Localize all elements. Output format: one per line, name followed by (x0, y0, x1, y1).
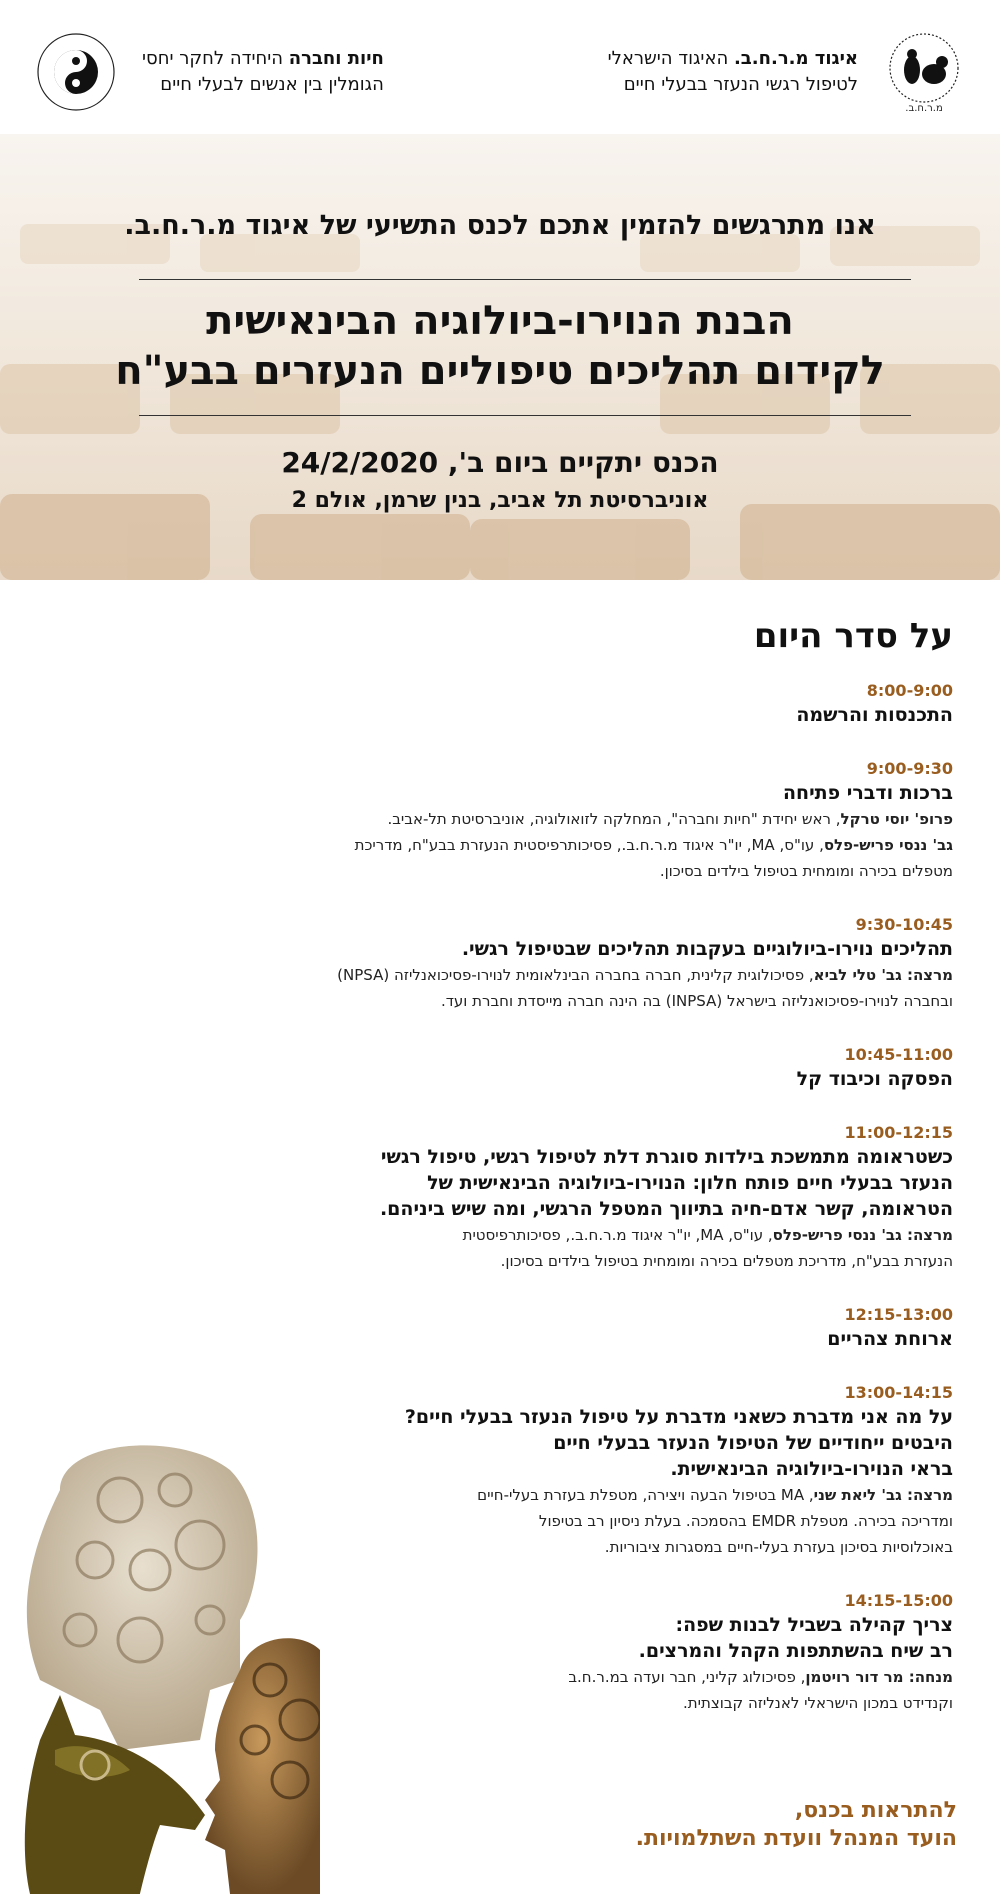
svg-text:מ.ר.ח.ב.: מ.ר.ח.ב. (905, 103, 943, 114)
speaker-name: פרופ' יוסי טרקל (840, 810, 953, 828)
conference-title (0, 296, 1000, 396)
slot-title: כשטראומה מתמשכת בילדות סוגרת דלת לטיפול רגשי, טיפול רגשי (380, 1146, 953, 1168)
divider-bottom (139, 415, 911, 416)
speaker-name: מרצה: גב' טלי לביא (813, 966, 953, 984)
speaker-bio-cont: ובחברה לנוירו-פסיכואנליזה בישראל (INPSA) בה הינה חברה מייסדת וחברת ועד. (440, 992, 953, 1010)
merhav-logo (876, 30, 972, 114)
conference-venue: אוניברסיטת תל אביב, בנין שרמן, אולם 2 (291, 488, 709, 513)
slot-time: 14:15-15:00 (844, 1591, 953, 1610)
merhav-text (608, 46, 858, 98)
speaker-bio-cont: ומדריכה בכירה. מטפלת EMDR בהסמכה. בעלת ניסיון רב בטיפול (538, 1512, 953, 1530)
slot-title: היבטים ייחודיים של הטיפול הנעזר בבעלי חיים (553, 1432, 953, 1454)
slot-title: על מה אני מדברת כשאני מדברת על טיפול הנעזר בבעלי חיים? (404, 1406, 953, 1428)
org-animals-society (28, 30, 384, 114)
conference-date: הכנס יתקיים ביום ב', 24/2/2020 (281, 446, 719, 479)
slot-time: 9:00-9:30 (866, 759, 953, 778)
hero-banner (0, 134, 1000, 580)
conference-title-line-2: לקידום תהליכים טיפוליים הנעזרים בבע"ח (115, 348, 885, 394)
slot-speaker (253, 962, 953, 988)
agenda-section (253, 580, 953, 1746)
conference-title-line-1: הבנת הנוירו-ביולוגיה הבינאישית (206, 298, 794, 344)
speaker-bio: , עו"ס, MA, יו"ר איגוד מ.ר.ח.ב., פסיכותרפיסטית הנעזרת בבע"ח, מדריכת (354, 836, 824, 854)
agenda-slot (253, 914, 953, 1014)
closing-line-2: הועד המנהל וועדת השתלמויות. (635, 1826, 957, 1851)
agenda-heading: על סדר היום (753, 616, 953, 656)
divider-top (139, 279, 911, 280)
speaker-bio: , עו"ס, MA, יו"ר איגוד מ.ר.ח.ב., פסיכותרפיסטית (462, 1226, 773, 1244)
slot-speaker (253, 1222, 953, 1248)
slot-moderator (253, 1664, 953, 1690)
speaker-bio: , פסיכולוגית קלינית, חברה בחברה הבינלאומית לנוירו-פסיכואנליזה (NPSA) (337, 966, 814, 984)
speaker-name: מרצה: גב' ננסי פריש-פלס (772, 1226, 953, 1244)
merhav-desc-2: לטיפול רגשי הנעזר בבעלי חיים (623, 74, 858, 95)
slot-time: 11:00-12:15 (844, 1123, 953, 1142)
hero-content (0, 134, 1000, 580)
speaker-bio-cont: מטפלים בכירה ומומחית בטיפול בילדים בסיכון. (659, 862, 953, 880)
agenda-slot (253, 1044, 953, 1092)
closing-signature (636, 1797, 957, 1853)
speaker-bio-cont: באוכלוסיות בסיכון בעזרת בעלי-חיים במסגרות ציבוריות. (604, 1538, 953, 1556)
moderator-bio-cont: וקנדידט במכון הישראלי לאנליזה קבוצתית. (683, 1694, 953, 1712)
speaker-name: מרצה: גב' ליאת שני (813, 1486, 953, 1504)
org-merhav (608, 30, 972, 114)
slot-title: ארוחת צהריים (827, 1328, 953, 1350)
slot-title: צריך קהילה בשביל לבנות שפה: (675, 1614, 953, 1636)
slot-title: רב שיח בהשתתפות הקהל והמרצים. (638, 1640, 953, 1662)
agenda-slot (253, 758, 953, 884)
animals-society-logo (28, 30, 124, 114)
speaker-bio: , MA בטיפול הבעה ויצירה, מטפלת בעזרת בעלי-חיים (477, 1486, 814, 1504)
slot-title: התכנסות והרשמה (796, 704, 953, 726)
speaker-bio: , ראש יחידת "חיות וחברה", המחלקה לזואולוגיה, אוניברסיטת תל-אביב. (387, 810, 841, 828)
slot-title: בראי הנוירו-ביולוגיה הבינאישית. (670, 1458, 953, 1480)
slot-speaker (253, 806, 953, 832)
animals-society-desc-2: הגומלין בין אנשים לבעלי חיים (160, 74, 384, 95)
slot-time: 10:45-11:00 (844, 1045, 953, 1064)
header (0, 0, 1000, 134)
agenda-slot (253, 1304, 953, 1352)
agenda-slot (253, 1590, 953, 1716)
slot-title: הטראומה, קשר אדם-חיה בתיווך המטפל הרגשי, ומה שיש ביניהם. (379, 1198, 953, 1220)
animals-society-text (142, 46, 384, 98)
slot-time: 8:00-9:00 (866, 681, 953, 700)
slot-speaker (253, 832, 953, 858)
agenda-slot (253, 1122, 953, 1274)
merhav-desc-1: האיגוד הישראלי (607, 48, 734, 69)
slot-title: תהליכים נוירו-ביולוגיים בעקבות תהליכים שבטיפול רגשי. (461, 938, 953, 960)
closing-line-1: להתראות בכנס, (794, 1798, 957, 1823)
slot-time: 12:15-13:00 (844, 1305, 953, 1324)
speaker-name: גב' ננסי פריש-פלס (823, 836, 953, 854)
moderator-bio: , פסיכולוג קליני, חבר ועדה במ.ר.ח.ב (568, 1668, 806, 1686)
agenda-slot (253, 680, 953, 728)
slot-title: הפסקה וכיבוד קל (796, 1068, 953, 1090)
slot-title: הנעזר בבעלי חיים פותח חלון: הנוירו-ביולוגיה הבינאישית של (427, 1172, 953, 1194)
speaker-bio-cont: הנעזרת בבע"ח, מדריכת מטפלים בכירה ומומחית בטיפול בילדים בסיכון. (500, 1252, 953, 1270)
moderator-name: מנחה: מר דור רויטמן (805, 1668, 953, 1686)
animals-society-name: חיות וחברה (288, 48, 384, 69)
slot-speaker (253, 1482, 953, 1508)
slot-time: 13:00-14:15 (844, 1383, 953, 1402)
slot-title: ברכות ודברי פתיחה (782, 782, 953, 804)
agenda-slot (253, 1382, 953, 1560)
animals-society-desc-1: היחידה לחקר יחסי (142, 48, 289, 69)
merhav-name: איגוד מ.ר.ח.ב. (733, 48, 858, 69)
slot-time: 9:30-10:45 (855, 915, 953, 934)
invitation-text: אנו מתרגשים להזמין אתכם לכנס התשיעי של איגוד מ.ר.ח.ב. (124, 210, 876, 241)
